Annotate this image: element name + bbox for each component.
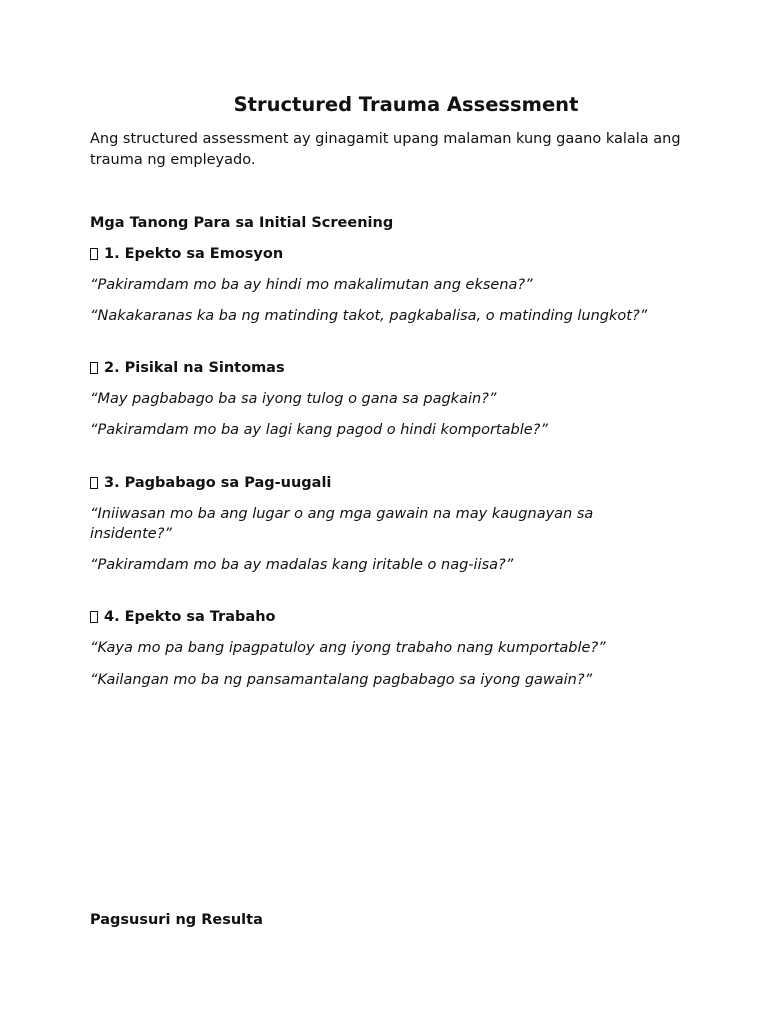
intro-paragraph: Ang structured assessment ay ginagamit upang malaman kung gaano kalala ang trauma ng empleyado. xyxy=(90,131,681,168)
question-item: “Pakiramdam mo ba ay madalas kang iritable o nag-iisa?” xyxy=(90,557,514,573)
section-heading-trabaho xyxy=(90,607,276,627)
question-item: “Kaya mo pa bang ipagpatuloy ang iyong trabaho nang kumportable?” xyxy=(90,640,606,656)
missing-glyph-box-icon xyxy=(90,477,98,489)
question-item: “Iniiwasan mo ba ang lugar o ang mga gawain na may kaugnayan sa insidente?” xyxy=(90,506,594,542)
section-heading-pisikal xyxy=(90,358,285,378)
section-label: 2. Pisikal na Sintomas xyxy=(104,360,285,376)
section-heading-emosyon xyxy=(90,244,283,264)
missing-glyph-box-icon xyxy=(90,362,98,374)
page-title: Structured Trauma Assessment xyxy=(233,93,579,116)
section-label: 1. Epekto sa Emosyon xyxy=(104,246,284,262)
results-heading: Pagsusuri ng Resulta xyxy=(90,912,263,928)
question-item: “Kailangan mo ba ng pansamantalang pagbabago sa iyong gawain?” xyxy=(90,672,593,688)
section-heading-pag-uugali xyxy=(90,473,331,493)
question-item: “Pakiramdam mo ba ay lagi kang pagod o hindi komportable?” xyxy=(90,422,548,438)
screening-heading: Mga Tanong Para sa Initial Screening xyxy=(90,215,394,231)
question-item: “Pakiramdam mo ba ay hindi mo makalimutan ang eksena?” xyxy=(90,277,533,293)
section-label: 3. Pagbabago sa Pag-uugali xyxy=(104,475,332,491)
question-item: “May pagbabago ba sa iyong tulog o gana sa pagkain?” xyxy=(90,391,497,407)
missing-glyph-box-icon xyxy=(90,611,98,623)
section-label: 4. Epekto sa Trabaho xyxy=(104,609,276,625)
question-item: “Nakakaranas ka ba ng matinding takot, pagkabalisa, o matinding lungkot?” xyxy=(90,308,648,324)
missing-glyph-box-icon xyxy=(90,248,98,260)
